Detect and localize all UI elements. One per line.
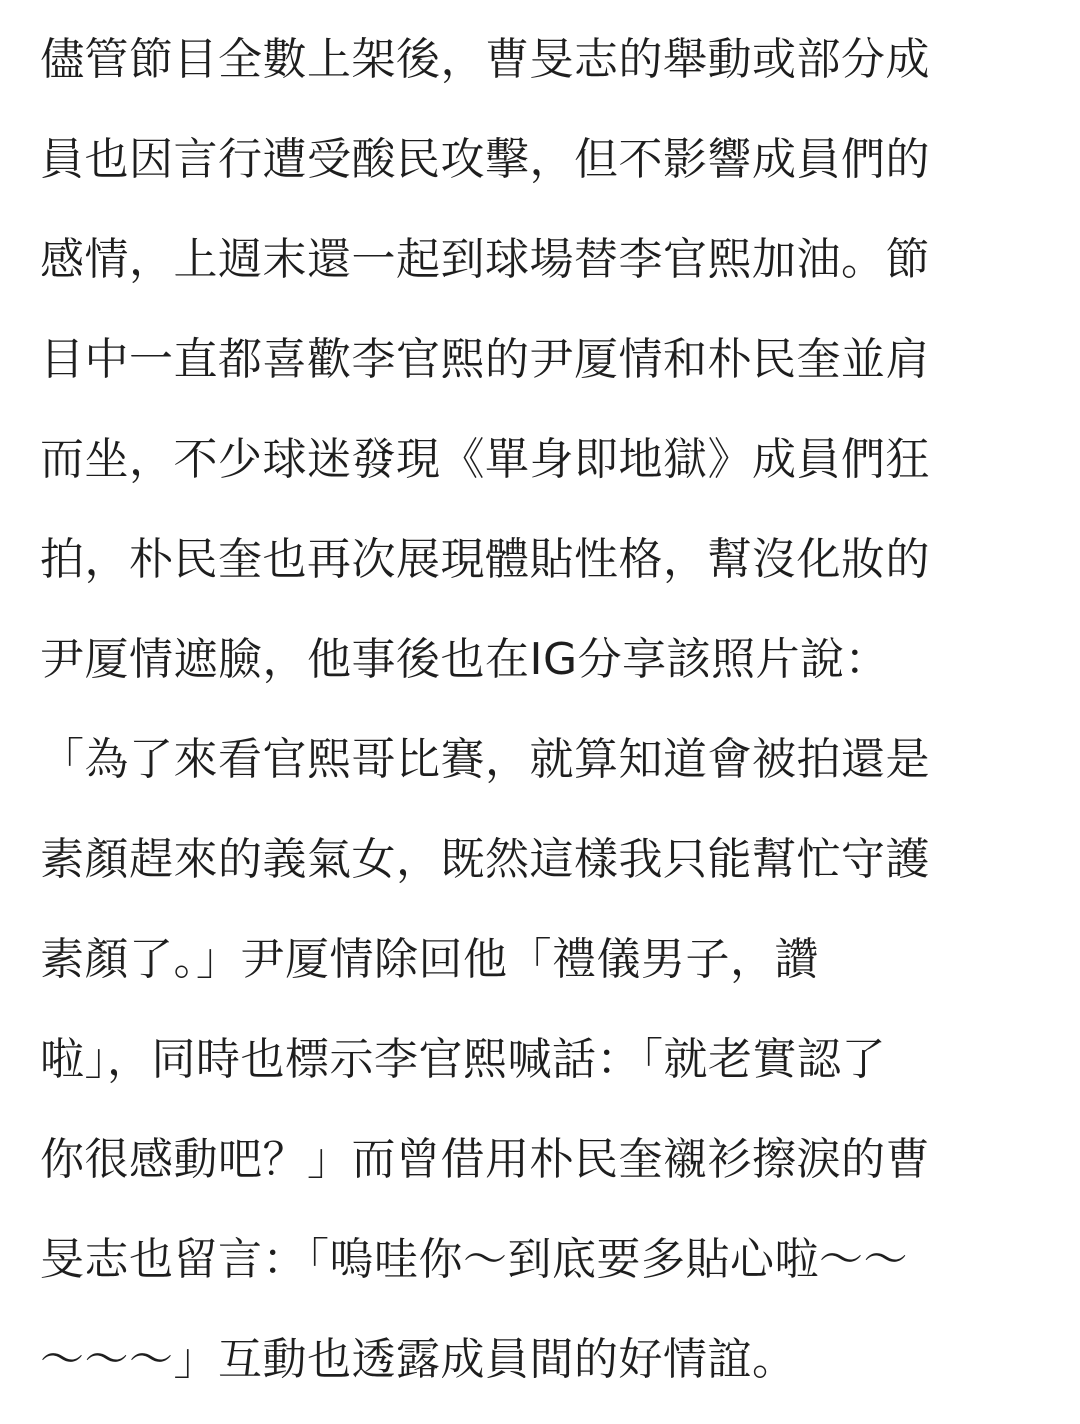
article-line: 啦」，同時也標示李官熙喊話：「就老實認了 [40, 1034, 886, 1085]
article-line: 員也因言行遭受酸民攻擊，但不影響成員們的 [40, 134, 930, 185]
article-line: 感情，上週末還一起到球場替李官熙加油。節 [40, 234, 930, 285]
article-body [40, 10, 1050, 1410]
article-line: 目中一直都喜歡李官熙的尹厦情和朴民奎並肩 [40, 334, 930, 385]
article-line: 素顏趕來的義氣女，既然這樣我只能幫忙守護 [40, 834, 930, 885]
article-line: 素顏了。」尹厦情除回他「禮儀男子，讚 [40, 934, 819, 985]
article-line: 拍，朴民奎也再次展現體貼性格，幫沒化妝的 [40, 534, 930, 585]
article-line: 尹厦情遮臉，他事後也在IG分享該照片說： [40, 634, 890, 685]
article-line: 你很感動吧？」而曾借用朴民奎襯衫擦淚的曹 [40, 1134, 930, 1185]
article-line: 旻志也留言：「嗚哇你～到底要多貼心啦～～ [40, 1234, 908, 1285]
article-line: 而坐，不少球迷發現《單身即地獄》成員們狂 [40, 434, 930, 485]
article-line: ～～～」互動也透露成員間的好情誼。 [40, 1334, 797, 1385]
article-line: 「為了來看官熙哥比賽，就算知道會被拍還是 [40, 734, 930, 785]
article-line: 儘管節目全數上架後，曹旻志的舉動或部分成 [40, 34, 930, 85]
